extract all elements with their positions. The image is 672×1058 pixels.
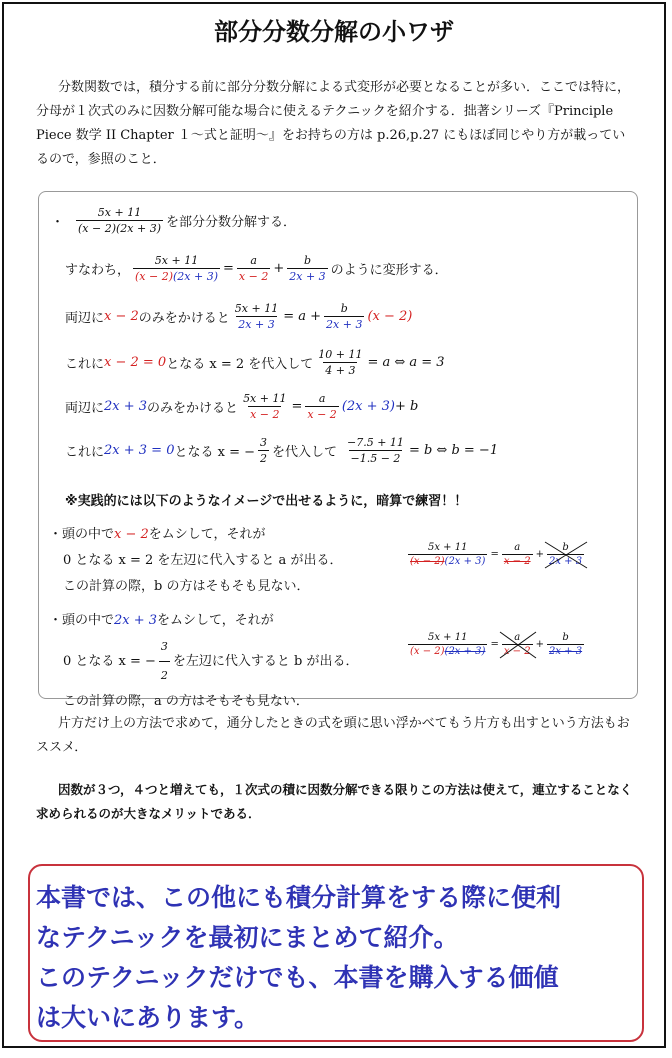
fraction: $\frac{5x + 11}{(x - 2)(2x + 3)}$ (78, 206, 162, 235)
cross-out-icon (543, 540, 589, 570)
substitute-line-2: これに 2x + 3 = 0 となる x = − $\frac{3}{2}$ を代入して $\frac{-7.5 + 11}{-1.5 - 2}$ = b ⇔ b = −1 (65, 436, 499, 465)
decomposition-line: すなわち， $\frac{5x + 11}{(x - 2)(2x + 3)}$ = $\frac{a}{x - 2}$ + $\frac{b}{2x + 3}$ のように変形する． (65, 254, 448, 283)
intro-text: 分数関数では，積分する前に部分分数分解による式変形が必要となることが多い．ここでは特に，分母が１次式のみに因数分解可能な場合に使えるテクニックを紹介する．拙著シリーズ『Principle Piece 数学 II Chapter １〜式と証明〜』をお持ちの方は p.26,p.27 にもほぼ同じやり方が載っているので，参照のこと． (36, 80, 631, 167)
example-box (38, 191, 638, 709)
promo-line: は大いにあります。 (36, 1003, 260, 1032)
problem-line (51, 206, 296, 235)
trick-2-text: ・頭の中で2x + 3をムシして，それが 0 となる x = − $\frac{3}{2}$ を左辺に代入すると b が出る． この計算の際，a の方はそもそも見ない． (49, 613, 359, 709)
page (2, 2, 666, 1048)
promo-line: なテクニックを最初にまとめて紹介。 (36, 923, 459, 952)
trick-2-formula: $\frac{5x + 11}{(x - 2)(2x + 3)}$ = $\frac{a}{x - 2}$ + $\frac{b}{2x + 3}$ (405, 632, 587, 657)
bullet: ・ (51, 215, 65, 230)
practice-note: ※実践的には以下のようなイメージで出せるように，暗算で練習！！ (65, 494, 468, 509)
paragraph-2: 片方だけ上の方法で求めて，通分したときの式を頭に思い浮かべてもう片方も出すという方法もおススメ． (36, 716, 630, 755)
cross-out-icon (498, 630, 538, 660)
promo-line: 本書では、この他にも積分計算をする際に便利 (36, 883, 562, 912)
promo-line: このテクニックだけでも、本書を購入する価値 (36, 963, 559, 992)
multiply-line-2: 両辺に 2x + 3 のみをかけると $\frac{5x + 11}{x - 2}$ = $\frac{a}{x - 2}$ (2x + 3) + b (65, 392, 419, 421)
fraction-left: $\frac{5x + 11}{(x - 2)(2x + 3)}$ (135, 254, 219, 283)
promo-box (28, 864, 644, 1042)
substitute-line-1: これに x − 2 = 0 となる x = 2 を代入して $\frac{10 + 11}{4 + 3}$ = a ⇔ a = 3 (65, 348, 445, 377)
fraction-b: $\frac{b}{2x + 3}$ (289, 254, 326, 283)
intro-paragraph (36, 76, 638, 172)
fraction-a: $\frac{a}{x - 2}$ (238, 254, 269, 283)
trick-1-text: ・頭の中でx − 2をムシして，それが 0 となる x = 2 を左辺に代入すると a が出る． この計算の際，b の方はそもそも見ない． (49, 527, 343, 594)
paragraph-3: 因数が３つ，４つと増えても，１次式の積に因数分解できる限りこの方法は使えて，連立することなく求められるのが大きなメリットである． (36, 782, 633, 821)
trick-1-formula: $\frac{5x + 11}{(x - 2)(2x + 3)}$ = $\frac{a}{x - 2}$ + $\frac{b}{2x + 3}$ (405, 542, 587, 567)
multiply-line-1: 両辺に x − 2 のみをかけると $\frac{5x + 11}{2x + 3}$ = a + $\frac{b}{2x + 3}$ (x − 2) (65, 302, 413, 331)
page-title: 部分分数分解の小ワザ (214, 18, 454, 46)
problem-text: を部分分数分解する． (166, 215, 297, 230)
